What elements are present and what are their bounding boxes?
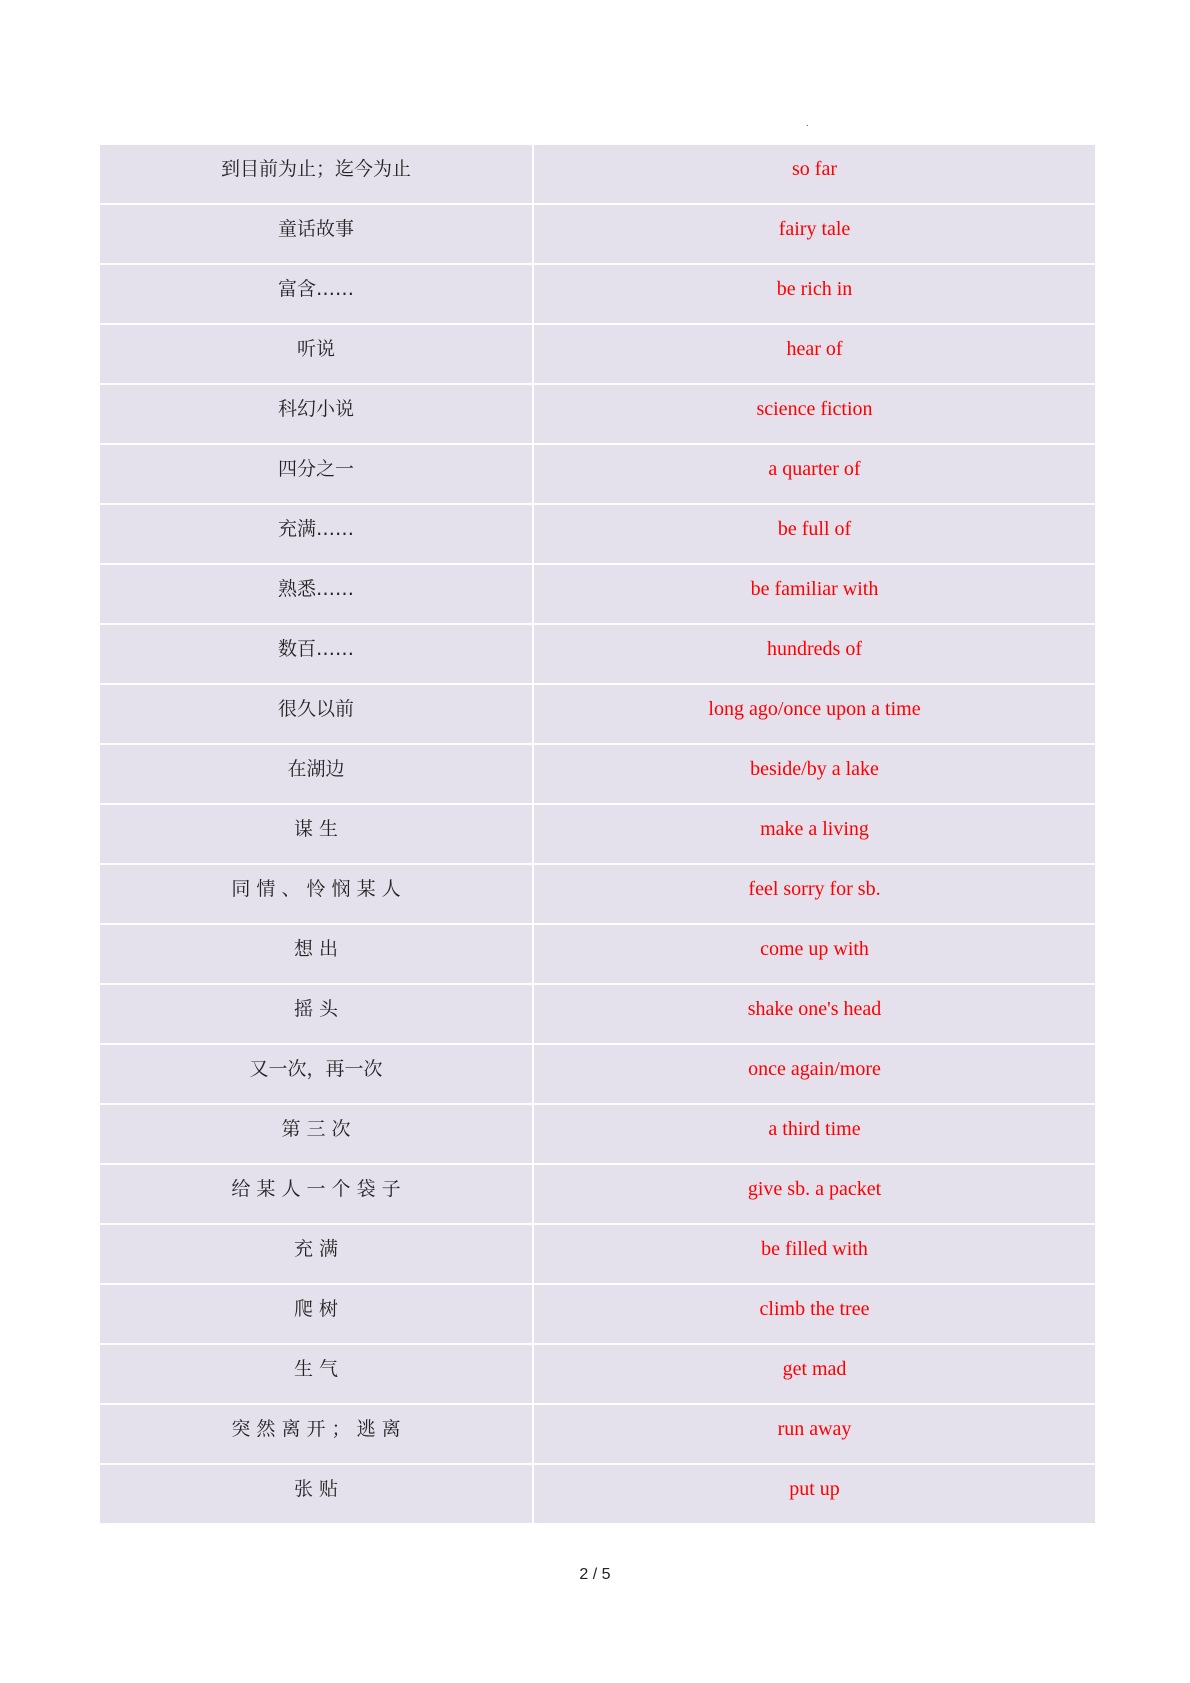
english-phrase-cell bbox=[533, 1104, 1096, 1164]
english-phrase: once again/more bbox=[748, 1058, 881, 1080]
chinese-phrase: 富含…… bbox=[277, 278, 354, 300]
chinese-phrase: 想 出 bbox=[293, 938, 339, 960]
chinese-phrase-cell bbox=[99, 1464, 533, 1524]
table-row bbox=[99, 984, 1096, 1044]
chinese-phrase-cell bbox=[99, 144, 533, 204]
english-phrase: a quarter of bbox=[768, 458, 861, 480]
page-number: 2 / 5 bbox=[579, 1566, 611, 1583]
table-row bbox=[99, 204, 1096, 264]
english-phrase: give sb. a packet bbox=[747, 1178, 882, 1200]
chinese-phrase-cell bbox=[99, 864, 533, 924]
chinese-phrase: 很久以前 bbox=[277, 698, 354, 720]
chinese-phrase: 张 贴 bbox=[293, 1478, 339, 1500]
chinese-phrase-cell bbox=[99, 744, 533, 804]
chinese-phrase-cell bbox=[99, 1404, 533, 1464]
chinese-phrase: 摇 头 bbox=[293, 998, 339, 1020]
english-phrase: hear of bbox=[786, 338, 843, 360]
table-row bbox=[99, 624, 1096, 684]
table-row bbox=[99, 264, 1096, 324]
english-phrase: fairy tale bbox=[778, 218, 851, 240]
chinese-phrase: 熟悉…… bbox=[277, 578, 354, 600]
english-phrase-cell bbox=[533, 1044, 1096, 1104]
chinese-phrase-cell bbox=[99, 1044, 533, 1104]
english-phrase: make a living bbox=[760, 818, 869, 840]
english-phrase: science fiction bbox=[756, 398, 873, 420]
english-phrase: shake one's head bbox=[747, 998, 882, 1020]
chinese-phrase: 第 三 次 bbox=[281, 1118, 351, 1140]
english-phrase: be full of bbox=[777, 518, 852, 540]
chinese-phrase-cell bbox=[99, 1104, 533, 1164]
chinese-phrase-cell bbox=[99, 324, 533, 384]
english-phrase-cell bbox=[533, 1164, 1096, 1224]
english-phrase: be familiar with bbox=[750, 578, 879, 600]
chinese-phrase: 同 情 、 怜 悯 某 人 bbox=[231, 878, 401, 900]
english-phrase-cell bbox=[533, 204, 1096, 264]
english-phrase-cell bbox=[533, 144, 1096, 204]
table-row bbox=[99, 384, 1096, 444]
chinese-phrase-cell bbox=[99, 624, 533, 684]
chinese-phrase-cell bbox=[99, 204, 533, 264]
english-phrase-cell bbox=[533, 624, 1096, 684]
chinese-phrase-cell bbox=[99, 564, 533, 624]
english-phrase-cell bbox=[533, 1464, 1096, 1524]
english-phrase: feel sorry for sb. bbox=[748, 878, 881, 900]
english-phrase-cell bbox=[533, 684, 1096, 744]
table-row bbox=[99, 864, 1096, 924]
table-row bbox=[99, 324, 1096, 384]
chinese-phrase: 数百…… bbox=[277, 638, 354, 660]
table-row bbox=[99, 1044, 1096, 1104]
english-phrase: so far bbox=[792, 158, 837, 180]
table-row bbox=[99, 804, 1096, 864]
chinese-phrase-cell bbox=[99, 504, 533, 564]
chinese-phrase: 给 某 人 一 个 袋 子 bbox=[231, 1178, 401, 1200]
chinese-phrase: 充满…… bbox=[277, 518, 354, 540]
english-phrase: a third time bbox=[768, 1118, 861, 1140]
english-phrase-cell bbox=[533, 564, 1096, 624]
table-row bbox=[99, 564, 1096, 624]
table-row bbox=[99, 684, 1096, 744]
english-phrase-cell bbox=[533, 984, 1096, 1044]
english-phrase: get mad bbox=[782, 1358, 847, 1380]
english-phrase-cell bbox=[533, 444, 1096, 504]
table-row bbox=[99, 1344, 1096, 1404]
vocabulary-table bbox=[98, 143, 1097, 1525]
table-row bbox=[99, 924, 1096, 984]
chinese-phrase: 科幻小说 bbox=[277, 398, 354, 420]
chinese-phrase: 爬 树 bbox=[293, 1298, 339, 1320]
table-row bbox=[99, 1104, 1096, 1164]
english-phrase-cell bbox=[533, 1344, 1096, 1404]
english-phrase-cell bbox=[533, 264, 1096, 324]
chinese-phrase: 充 满 bbox=[293, 1238, 339, 1260]
chinese-phrase: 又一次，再一次 bbox=[249, 1058, 383, 1080]
chinese-phrase-cell bbox=[99, 444, 533, 504]
chinese-phrase: 四分之一 bbox=[277, 458, 354, 480]
english-phrase-cell bbox=[533, 324, 1096, 384]
table-row bbox=[99, 1404, 1096, 1464]
table-row bbox=[99, 1464, 1096, 1524]
english-phrase-cell bbox=[533, 744, 1096, 804]
english-phrase: run away bbox=[777, 1418, 852, 1440]
english-phrase-cell bbox=[533, 864, 1096, 924]
chinese-phrase-cell bbox=[99, 264, 533, 324]
chinese-phrase-cell bbox=[99, 984, 533, 1044]
table-row bbox=[99, 744, 1096, 804]
english-phrase-cell bbox=[533, 804, 1096, 864]
english-phrase-cell bbox=[533, 1284, 1096, 1344]
english-phrase: be filled with bbox=[761, 1238, 868, 1260]
chinese-phrase-cell bbox=[99, 384, 533, 444]
chinese-phrase-cell bbox=[99, 804, 533, 864]
english-phrase: climb the tree bbox=[759, 1298, 870, 1320]
chinese-phrase-cell bbox=[99, 1344, 533, 1404]
english-phrase-cell bbox=[533, 1224, 1096, 1284]
table-row bbox=[99, 444, 1096, 504]
chinese-phrase-cell bbox=[99, 1284, 533, 1344]
table-row bbox=[99, 1284, 1096, 1344]
english-phrase: long ago/once upon a time bbox=[708, 698, 921, 720]
table-row bbox=[99, 144, 1096, 204]
english-phrase: be rich in bbox=[776, 278, 853, 300]
chinese-phrase: 谋 生 bbox=[293, 818, 339, 840]
chinese-phrase-cell bbox=[99, 924, 533, 984]
chinese-phrase: 生 气 bbox=[293, 1358, 339, 1380]
english-phrase-cell bbox=[533, 924, 1096, 984]
english-phrase: beside/by a lake bbox=[750, 758, 879, 780]
table-row bbox=[99, 1164, 1096, 1224]
english-phrase-cell bbox=[533, 1404, 1096, 1464]
chinese-phrase: 到目前为止；迄今为止 bbox=[220, 158, 411, 180]
chinese-phrase: 童话故事 bbox=[277, 218, 354, 240]
table-row bbox=[99, 504, 1096, 564]
english-phrase-cell bbox=[533, 504, 1096, 564]
table-row bbox=[99, 1224, 1096, 1284]
english-phrase: come up with bbox=[760, 938, 869, 960]
chinese-phrase-cell bbox=[99, 684, 533, 744]
chinese-phrase: 突 然 离 开 ； 逃 离 bbox=[231, 1418, 401, 1440]
chinese-phrase-cell bbox=[99, 1164, 533, 1224]
chinese-phrase: 在湖边 bbox=[287, 758, 345, 780]
chinese-phrase: 听说 bbox=[296, 338, 335, 360]
english-phrase: put up bbox=[789, 1478, 840, 1500]
english-phrase: hundreds of bbox=[767, 638, 862, 660]
english-phrase-cell bbox=[533, 384, 1096, 444]
chinese-phrase-cell bbox=[99, 1224, 533, 1284]
header-dot: . bbox=[806, 118, 809, 129]
